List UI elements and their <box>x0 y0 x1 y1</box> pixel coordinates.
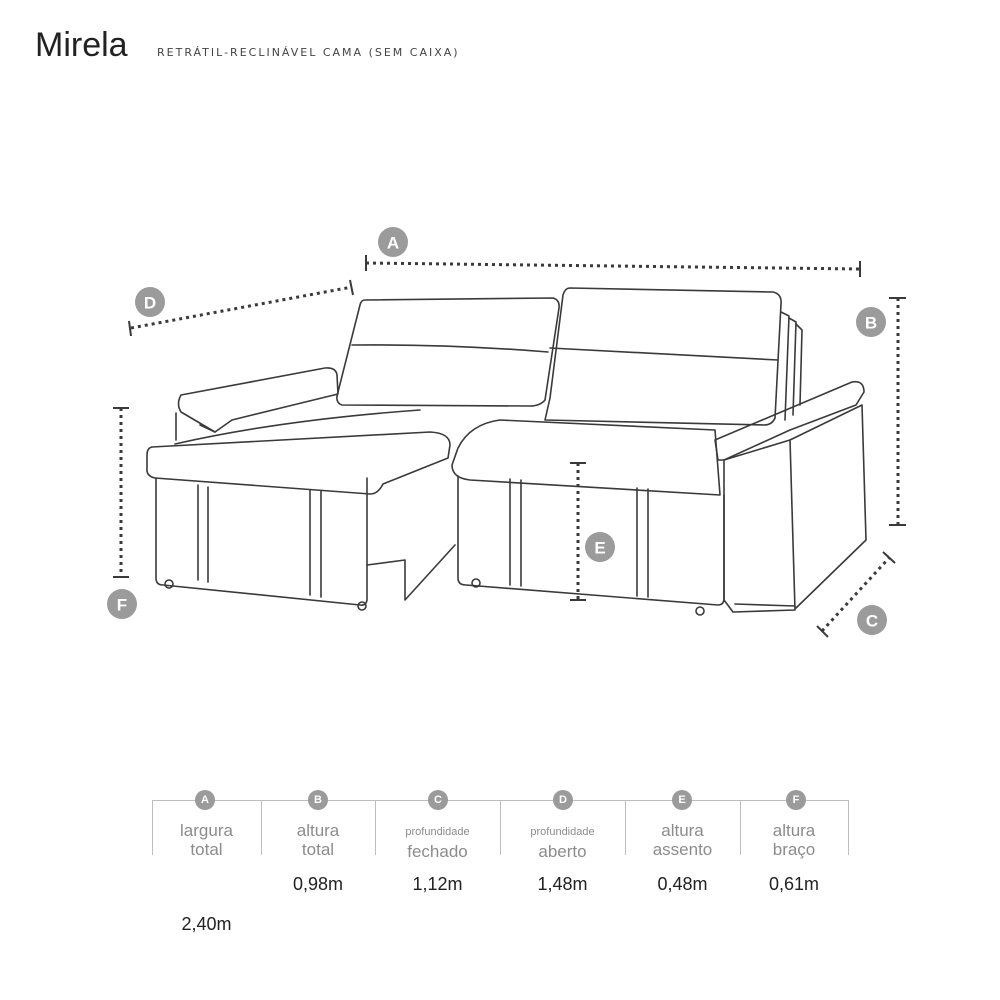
dimension-label-d: profundidade aberto <box>530 826 595 861</box>
dimension-value-c: 1,12m <box>412 874 463 894</box>
product-subtitle: RETRÁTIL-RECLINÁVEL CAMA (SEM CAIXA) <box>157 46 460 59</box>
dimension-a-line <box>366 263 860 269</box>
table-badge-e: E <box>672 790 692 810</box>
svg-text:D: D <box>143 293 157 313</box>
dimension-d-line <box>131 287 352 328</box>
product-title: Mirela <box>35 26 128 64</box>
svg-text:C: C <box>865 611 879 631</box>
dimension-label-b: altura total <box>296 821 340 859</box>
dimension-value-b: 0,98m <box>292 874 344 894</box>
svg-text:F: F <box>116 595 128 615</box>
table-divider <box>848 800 849 855</box>
badge-d <box>135 287 165 317</box>
diagram-badges <box>107 227 887 635</box>
badge-f <box>107 589 137 619</box>
table-badge-c: C <box>428 790 448 810</box>
svg-text:E: E <box>594 538 606 558</box>
dimension-label-a: largura total <box>180 821 233 859</box>
table-badge-a: A <box>195 790 215 810</box>
dimension-label-e: altura assento <box>652 821 713 859</box>
dimension-value-a: 2,40m <box>181 914 232 934</box>
table-badge-f: F <box>786 790 806 810</box>
table-badge-b: B <box>308 790 328 810</box>
dimension-value-d: 1,48m <box>537 874 588 894</box>
sofa-outline <box>147 288 866 615</box>
dimension-value-e: 0,48m <box>657 874 708 894</box>
svg-text:A: A <box>386 233 400 253</box>
dimension-value-f: 0,61m <box>768 874 820 894</box>
dimension-label-f: altura braço <box>772 821 816 859</box>
svg-text:B: B <box>864 313 878 333</box>
badge-b <box>856 307 886 337</box>
badge-a <box>378 227 408 257</box>
dimension-label-c: profundidade fechado <box>405 826 470 861</box>
badge-e <box>585 532 615 562</box>
badge-c <box>857 605 887 635</box>
table-badge-d: D <box>553 790 573 810</box>
